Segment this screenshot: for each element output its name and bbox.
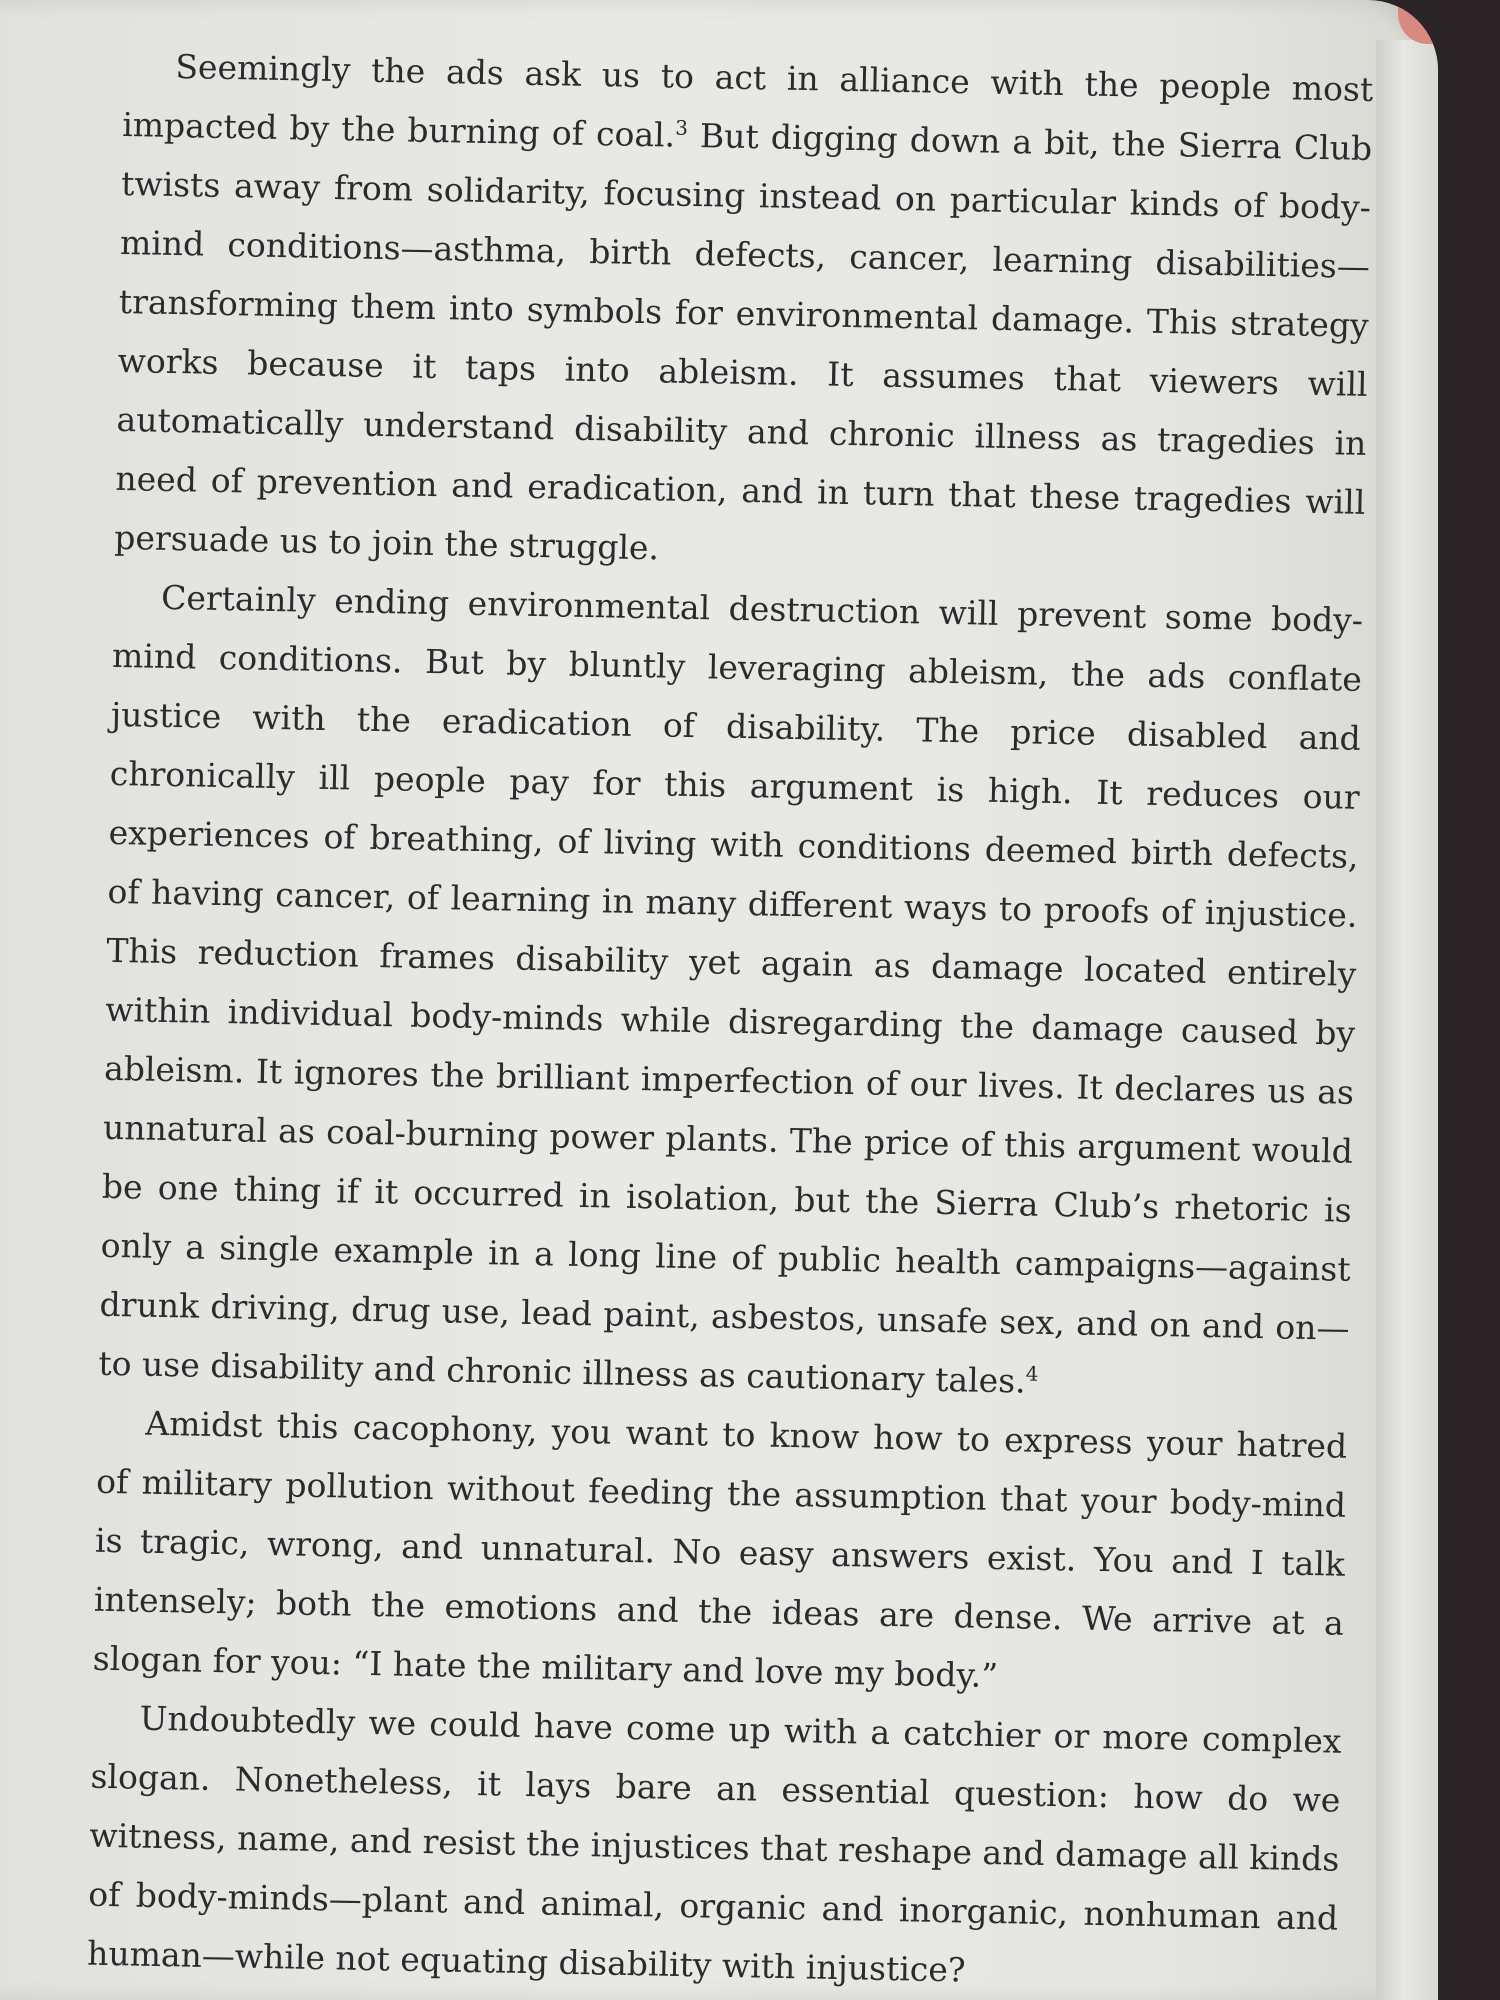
paragraph-3 <box>92 1393 1347 1712</box>
paragraph-4 <box>87 1688 1342 2000</box>
paragraph-1 <box>114 36 1374 591</box>
paragraph-2 <box>98 567 1364 1417</box>
footnote-marker-4: 4 <box>1025 1361 1039 1386</box>
paragraph-4-text: Undoubtedly we could have come up with a catchier or more complex slogan. Nonetheless, it lays bare an essential question: how do we witness, name, and resist the injustices that reshape and damage all kinds of body-minds—plant and animal, organic and inorganic, nonhuman and human—while not equating disability with injustice? <box>86 1698 1342 1990</box>
paragraph-1-text-b: But digging down a bit, the Sierra Club twists away from solidarity, focusing instead on particular kinds of body-mind conditions—asthma, birth defects, cancer, learning disabilities—transforming them into symbols for environmental damage. This strategy works because it taps into ableism. It assumes that viewers will automatically understand disability and chronic illness as tragedies in need of prevention and eradication, and in turn that these tragedies will persuade us to join the struggle. <box>113 115 1373 568</box>
body-text <box>87 36 1374 2000</box>
paragraph-2-text-a: Certainly ending environmental destruction will prevent some body-mind conditions. But by bluntly leveraging ableism, the ads conflate justice with the eradication of disability. The price disabled and chronically ill people pay for this argument is high. It reduces our experiences of breathing, of living with conditions deemed birth defects, of having cancer, of learning in many different ways to proofs of injustice. This reduction frames disability yet again as damage located entirely within individual body-minds while disregarding the damage caused by ableism. It ignores the brilliant imperfection of our lives. It declares us as unnatural as coal-burning power plants. The price of this argument would be one thing if it occurred in isolation, but the Sierra Club’s rhetoric is only a single example in a long line of public health campaigns—against drunk driving, drug use, lead paint, asbestos, unsafe sex, and on and on—to use disability and chronic illness as cautionary tales. <box>98 577 1364 1401</box>
paragraph-1-text-a: Seemingly the ads ask us to act in alliance with the people most impacted by the burning of coal. <box>121 46 1374 155</box>
page-edge <box>1376 40 1438 2000</box>
footnote-marker-3: 3 <box>675 115 689 140</box>
background-corner <box>1398 0 1438 44</box>
paragraph-3-text: Amidst this cacophony, you want to know how to express your hatred of military pollution without feeding the assumption that your body-mind is tragic, wrong, and unnatural. No easy answers exist. You and I talk intensely; both the emotions and the ideas are dense. We arrive at a slogan for you: “I hate the military and love my body.” <box>92 1403 1348 1696</box>
